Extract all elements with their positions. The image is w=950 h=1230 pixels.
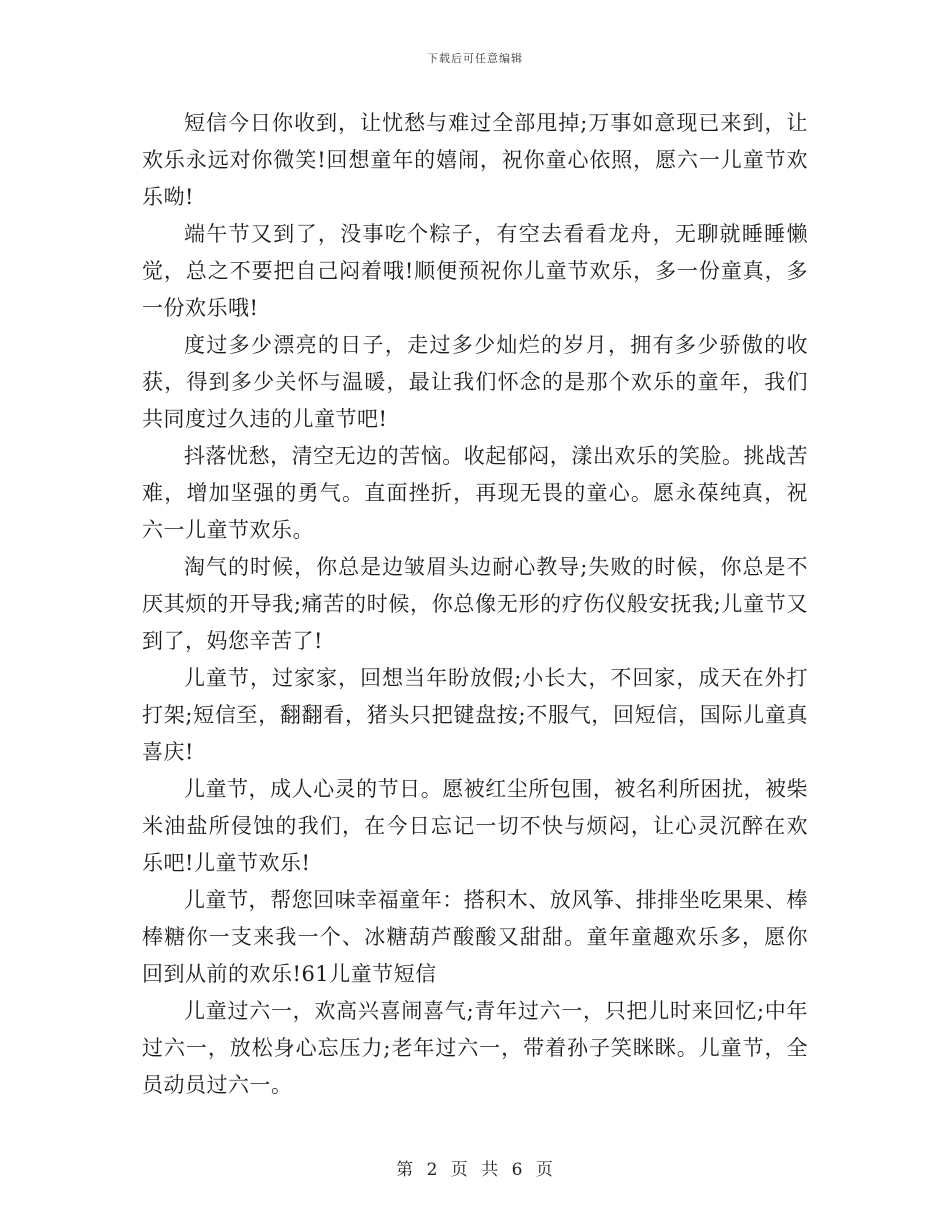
document-body <box>142 105 808 1104</box>
paragraph: 儿童节，过家家，回想当年盼放假;小长大，不回家，成天在外打打架;短信至，翻翻看，猪头只把键盘按;不服气，回短信，国际儿童真喜庆! <box>142 666 808 764</box>
paragraph: 儿童节，成人心灵的节日。愿被红尘所包围，被名利所困扰，被柴米油盐所侵蚀的我们，在今日忘记一切不快与烦闷，让心灵沉醉在欢乐吧!儿童节欢乐! <box>142 777 808 875</box>
paragraph: 度过多少漂亮的日子，走过多少灿烂的岁月，拥有多少骄傲的收获，得到多少关怀与温暖，最让我们怀念的是那个欢乐的童年，我们共同度过久违的儿童节吧! <box>142 333 808 431</box>
page-number-footer: 第 2 页 共 6 页 <box>396 1160 554 1180</box>
paragraph: 端午节又到了，没事吃个粽子，有空去看看龙舟，无聊就睡睡懒觉，总之不要把自己闷着哦!顺便预祝你儿童节欢乐，多一份童真，多一份欢乐哦! <box>142 222 808 320</box>
paragraph: 淘气的时候，你总是边皱眉头边耐心教导;失败的时候，你总是不厌其烦的开导我;痛苦的时候，你总像无形的疗伤仪般安抚我;儿童节又到了，妈您辛苦了! <box>142 555 808 653</box>
paragraph: 儿童过六一，欢高兴喜闹喜气;青年过六一，只把儿时来回忆;中年过六一，放松身心忘压力;老年过六一，带着孙子笑眯眯。儿童节，全员动员过六一。 <box>142 999 808 1097</box>
page-header: 下载后可任意编辑 <box>427 52 523 65</box>
paragraph: 短信今日你收到，让忧愁与难过全部甩掉;万事如意现已来到，让欢乐永远对你微笑!回想童年的嬉闹，祝你童心依照，愿六一儿童节欢乐呦! <box>142 111 808 209</box>
paragraph: 抖落忧愁，清空无边的苦恼。收起郁闷，漾出欢乐的笑脸。挑战苦难，增加坚强的勇气。直面挫折，再现无畏的童心。愿永葆纯真，祝六一儿童节欢乐。 <box>142 444 808 542</box>
paragraph: 儿童节，帮您回味幸福童年：搭积木、放风筝、排排坐吃果果、棒棒糖你一支来我一个、冰糖葫芦酸酸又甜甜。童年童趣欢乐多，愿你回到从前的欢乐!61儿童节短信 <box>142 888 808 986</box>
